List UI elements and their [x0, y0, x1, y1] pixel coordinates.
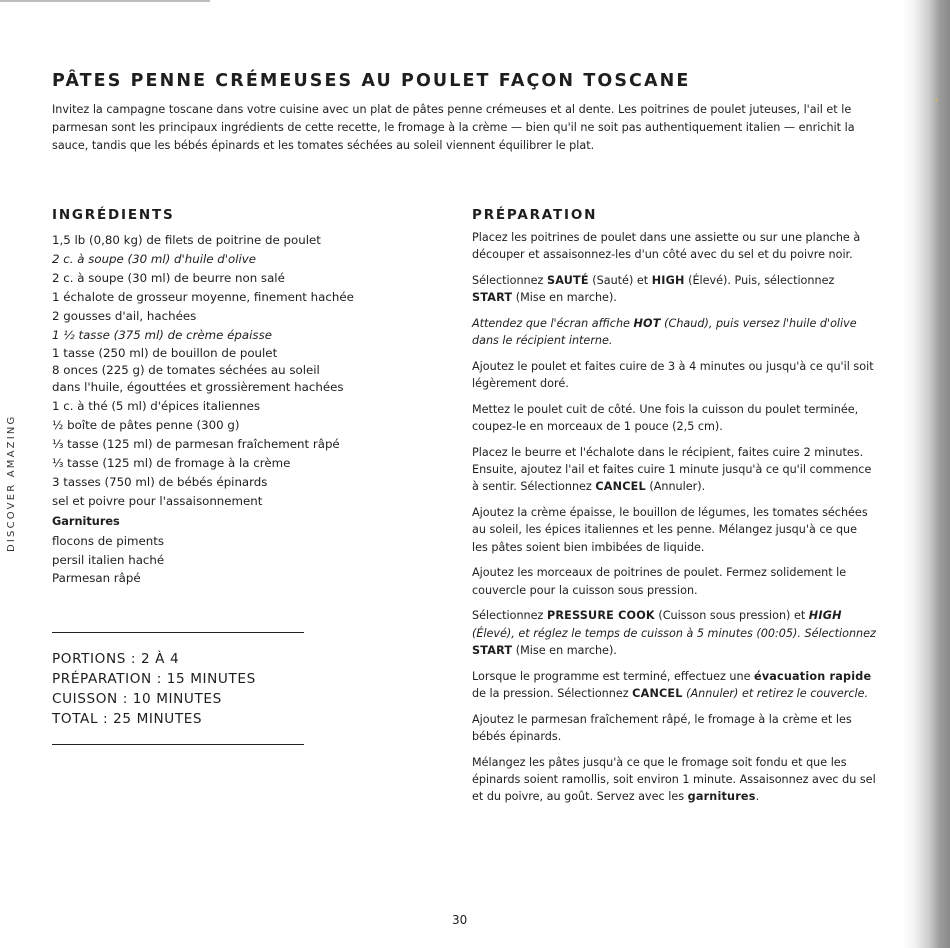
top-rule: [0, 0, 210, 2]
prep-step-6: Placez le beurre et l'échalote dans le récipient, faites cuire 2 minutes. Ensuite, ajoutez l'ail et faites cuire 1 minute jusqu'à ce qu'il commence à sentir. Sélectionnez CANCEL (Annuler).: [472, 446, 872, 494]
garnish-heading: Garnitures: [52, 514, 120, 528]
garnish-item: persil italien haché: [52, 552, 165, 567]
ingredient-item: 1 ½ tasse (375 ml) de crème épaisse: [52, 327, 272, 342]
prep-step-10: Lorsque le programme est terminé, effectuez une évacuation rapide de la pression. Sélectionnez CANCEL (Annuler) et retirez le couvercle.: [472, 669, 872, 700]
recipe-title: PÂTES PENNE CRÉMEUSES AU POULET FAÇON TOSCANE: [52, 71, 691, 91]
summary-bottom-divider: [52, 744, 304, 745]
ingredients-list: [52, 231, 412, 588]
recipe-intro: Invitez la campagne toscane dans votre cuisine avec un plat de pâtes penne crémeuses et al dente. Les poitrines de poulet juteuses, l'ail et le parmesan sont les principaux ingrédients de cette recette, le fromage à la crème — bien qu'il ne soit pas authentiquement italien — enrichit la sauce, tandis que les bébés épinards et les tomates séchées au soleil viennent équilibrer le plat.: [52, 103, 855, 153]
ingredient-item: 2 c. à soupe (30 ml) d'huile d'olive: [52, 251, 257, 266]
preparation-steps: [472, 229, 876, 814]
book-spine-shadow: [902, 0, 950, 948]
total-time: TOTAL : 25 MINUTES: [52, 711, 203, 727]
prep-step-2: Sélectionnez SAUTÉ (Sauté) et HIGH (Élevé). Puis, sélectionnez START (Mise en marche).: [472, 274, 835, 305]
ingredient-item: 1 échalote de grosseur moyenne, finement hachée: [52, 289, 354, 304]
prep-step-11: Ajoutez le parmesan fraîchement râpé, le fromage à la crème et les bébés épinards.: [472, 712, 852, 743]
prep-step-9: Sélectionnez PRESSURE COOK (Cuisson sous pression) et HIGH (Élevé), et réglez le temps de cuisson à 5 minutes (00:05). Sélectionnez START (Mise en marche).: [472, 609, 876, 657]
cook-time: CUISSON : 10 MINUTES: [52, 691, 222, 707]
garnish-item: Parmesan râpé: [52, 571, 141, 586]
prep-step-12: Mélangez les pâtes jusqu'à ce que le fromage soit fondu et que les épinards soient ramollis, soit environ 1 minute. Assaisonnez avec du sel et du poivre, au goût. Servez avec les garnitures.: [472, 755, 876, 804]
portions: PORTIONS : 2 À 4: [52, 651, 180, 667]
ingredient-item: 2 gousses d'ail, hachées: [52, 308, 197, 323]
ingredient-item: ½ boîte de pâtes penne (300 g): [52, 418, 240, 433]
prep-step-5: Mettez le poulet cuit de côté. Une fois la cuisson du poulet terminée, coupez-le en morceaux de 1 pouce (2,5 cm).: [472, 403, 859, 434]
summary-block: [52, 649, 256, 729]
ingredient-item: 3 tasses (750 ml) de bébés épinards: [52, 474, 268, 489]
ingredient-item: ⅓ tasse (125 ml) de parmesan fraîchement râpé: [52, 437, 340, 452]
page-number: 30: [452, 913, 468, 927]
ingredient-item-continued: dans l'huile, égouttées et grossièrement hachées: [52, 380, 344, 395]
ingredient-item: sel et poivre pour l'assaisonnement: [52, 493, 263, 508]
spine-mark: [935, 98, 938, 101]
ingredients-heading: INGRÉDIENTS: [52, 207, 175, 223]
prep-step-4: Ajoutez le poulet et faites cuire de 3 à 4 minutes ou jusqu'à ce qu'il soit légèrement doré.: [472, 360, 874, 391]
prep-step-7: Ajoutez la crème épaisse, le bouillon de légumes, les tomates séchées au soleil, les épices italiennes et les penne. Mélangez jusqu'à ce que les pâtes soient bien imbibées de liquide.: [472, 506, 868, 554]
ingredient-item: 2 c. à soupe (30 ml) de beurre non salé: [52, 270, 285, 285]
ingredient-item: 1 tasse (250 ml) de bouillon de poulet: [52, 346, 278, 361]
prep-step-1: Placez les poitrines de poulet dans une assiette ou sur une planche à découper et assaisonnez-les d'un côté avec du sel et du poivre noir.: [472, 231, 861, 262]
ingredient-item: 8 onces (225 g) de tomates séchées au soleil: [52, 363, 320, 378]
ingredient-item: 1,5 lb (0,80 kg) de filets de poitrine de poulet: [52, 233, 321, 247]
prep-time: PRÉPARATION : 15 MINUTES: [52, 671, 256, 687]
side-label: DISCOVER AMAZING: [6, 414, 17, 552]
summary-top-divider: [52, 632, 304, 633]
prep-step-8: Ajoutez les morceaux de poitrines de poulet. Fermez solidement le couvercle pour la cuisson sous pression.: [472, 566, 847, 597]
ingredient-item: ⅓ tasse (125 ml) de fromage à la crème: [52, 455, 291, 470]
preparation-heading: PRÉPARATION: [472, 207, 598, 223]
ingredient-item: 1 c. à thé (5 ml) d'épices italiennes: [52, 399, 261, 414]
garnish-item: flocons de piments: [52, 533, 164, 548]
prep-step-3: Attendez que l'écran affiche HOT (Chaud), puis versez l'huile d'olive dans le récipient interne.: [472, 317, 857, 348]
